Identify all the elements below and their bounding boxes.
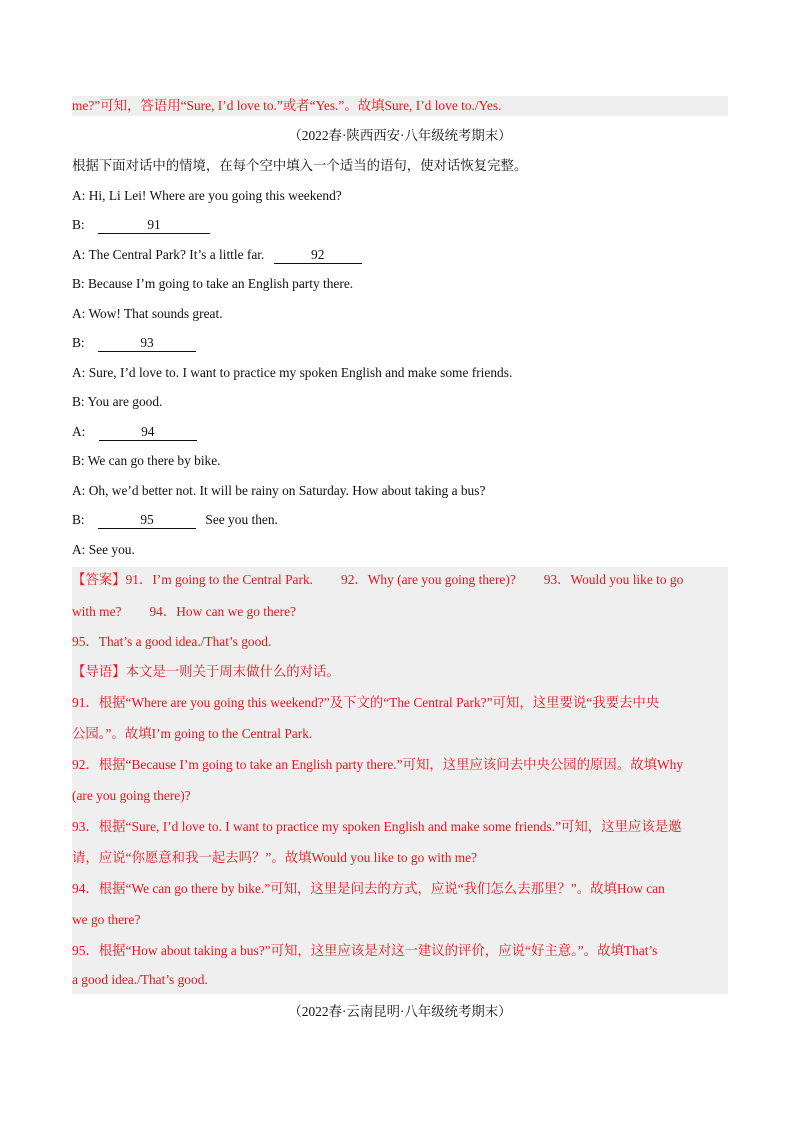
answer-blank-91: 91 — [98, 217, 210, 234]
dialogue-line: A: Oh, we’d better not. It will be rainy on Saturday. How about taking a bus? — [72, 483, 486, 498]
explanation-94: 94．根据“We can go there by bike.”可知，这里是问去的方式，应说“我们怎么去那里？”。故填How can — [72, 873, 728, 904]
explanation-91-continued: 公园。”。故填I’m going to the Central Park. — [72, 718, 728, 749]
explanation-91: 91．根据“Where are you going this weekend?”及下文的“The Central Park?”可知，这里要说“我要去中央 — [72, 687, 728, 718]
previous-answer-tail — [72, 96, 728, 116]
dialogue-text: See you then. — [205, 512, 278, 527]
answer-94: 94．How can we go there? — [149, 604, 296, 619]
answer-blank-95: 95 — [98, 512, 196, 529]
question-instructions: 根据下面对话中的情境，在每个空中填入一个适当的语句，使对话恢复完整。 — [72, 158, 528, 173]
answer-line — [72, 597, 728, 627]
dialogue-line: A: Wow! That sounds great. — [72, 306, 223, 321]
dialogue-line — [72, 245, 728, 265]
speaker-label: A: — [72, 424, 86, 439]
answer-93: 93．Would you like to go — [543, 572, 684, 587]
dialogue-line — [72, 215, 728, 235]
dialogue-line — [72, 510, 728, 530]
guide-line — [72, 657, 728, 687]
answer-label: 【答案】 — [72, 572, 126, 587]
answer-92: 92．Why (are you going there)? — [341, 572, 516, 587]
guide-intro: 本文是一则关于周末做什么的对话。 — [125, 664, 340, 679]
question-source: （2022春·陕西西安·八年级统考期末） — [288, 128, 512, 143]
dialogue-line: A: Sure, I’d love to. I want to practice my spoken English and make some friends. — [72, 365, 513, 380]
dialogue-line: B: We can go there by bike. — [72, 453, 221, 468]
previous-answer-text: me?”可知，答语用“Sure, I’d love to.”或者“Yes.”。故填Sure, I’d love to./Yes. — [72, 98, 502, 113]
answer-line — [72, 627, 728, 657]
answer-blank-93: 93 — [98, 335, 196, 352]
speaker-label: B: — [72, 335, 85, 350]
next-question-source: （2022春·云南昆明·八年级统考期末） — [288, 1004, 512, 1019]
answer-95: 95．That’s a good idea./That’s good. — [72, 634, 272, 649]
guide-label: 【导语】 — [72, 664, 126, 679]
dialogue-line — [72, 422, 728, 442]
explanation-95-continued: a good idea./That’s good. — [72, 966, 728, 994]
dialogue-line: A: See you. — [72, 542, 135, 557]
dialogue-line: B: You are good. — [72, 394, 163, 409]
answer-blank-94: 94 — [99, 424, 197, 441]
answer-93-continued: with me? — [72, 604, 122, 619]
explanation-92-continued: (are you going there)? — [72, 780, 728, 811]
explanation-94-continued: we go there? — [72, 904, 728, 935]
dialogue-text: A: The Central Park? It’s a little far. — [72, 247, 265, 262]
answer-blank-92: 92 — [274, 247, 362, 264]
explanation-95: 95．根据“How about taking a bus?”可知，这里应该是对这一建议的评价，应说“好主意。”。故填That’s — [72, 935, 728, 966]
dialogue-line: B: Because I’m going to take an English party there. — [72, 276, 354, 291]
dialogue-line — [72, 333, 728, 353]
speaker-label: B: — [72, 512, 85, 527]
answer-line — [72, 567, 728, 597]
explanation-92: 92．根据“Because I’m going to take an English party there.”可知，这里应该问去中央公园的原因。故填Why — [72, 749, 728, 780]
explanation-93: 93．根据“Sure, I’d love to. I want to practice my spoken English and make some friends.”可知，这里应该是邀 — [72, 811, 728, 842]
speaker-label: B: — [72, 217, 85, 232]
explanation-93-continued: 请，应说“你愿意和我一起去吗？”。故填Would you like to go with me? — [72, 842, 728, 873]
answer-91: 91．I’m going to the Central Park. — [125, 572, 313, 587]
dialogue-line: A: Hi, Li Lei! Where are you going this weekend? — [72, 188, 342, 203]
